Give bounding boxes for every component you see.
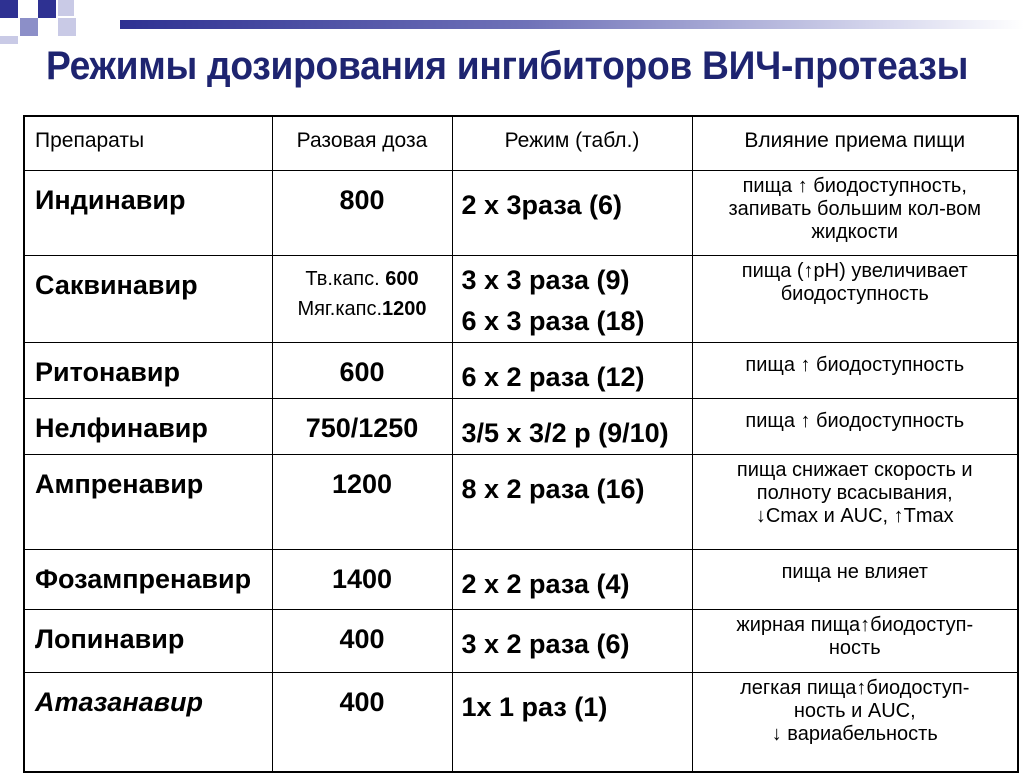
food-effect: пища не влияет <box>692 549 1018 609</box>
dose-value: 400 <box>272 672 452 772</box>
deco-square <box>0 0 18 18</box>
mode-value: 8 х 2 раза (16) <box>452 454 692 549</box>
drug-name: Лопинавир <box>24 609 272 672</box>
mode-value: 2 х 3раза (6) <box>452 170 692 255</box>
drug-name: Атазанавир <box>24 672 272 772</box>
dosing-table <box>23 115 1019 773</box>
deco-square <box>20 18 38 36</box>
table-row <box>24 549 1018 609</box>
deco-square <box>38 0 56 18</box>
drug-name: Фозампренавир <box>24 549 272 609</box>
col-header-mode: Режим (табл.) <box>452 116 692 170</box>
deco-square <box>58 18 76 36</box>
header-row <box>24 116 1018 170</box>
table-row <box>24 672 1018 772</box>
drug-name: Ритонавир <box>24 342 272 398</box>
dose-value: 1200 <box>272 454 452 549</box>
mode-value: 3 х 2 раза (6) <box>452 609 692 672</box>
drug-name: Нелфинавир <box>24 398 272 454</box>
mode-value: 3/5 х 3/2 р (9/10) <box>452 398 692 454</box>
food-effect: жирная пища↑биодоступ- ность <box>692 609 1018 672</box>
page-title: Режимы дозирования ингибиторов ВИЧ-протеазы <box>46 44 969 88</box>
dose-value: 1400 <box>272 549 452 609</box>
dose-value: 750/1250 <box>272 398 452 454</box>
table-row <box>24 609 1018 672</box>
drug-name: Саквинавир <box>24 255 272 342</box>
col-header-dose: Разовая доза <box>272 116 452 170</box>
mode-value: 1х 1 раз (1) <box>452 672 692 772</box>
col-header-food: Влияние приема пищи <box>692 116 1018 170</box>
table-row <box>24 342 1018 398</box>
col-header-drugs: Препараты <box>24 116 272 170</box>
food-effect: легкая пища↑биодоступ- ность и AUC, ↓ вариабельность <box>692 672 1018 772</box>
deco-square <box>0 36 18 44</box>
drug-name: Ампренавир <box>24 454 272 549</box>
table-row <box>24 170 1018 255</box>
mode-value: 3 х 3 раза (9) 6 х 3 раза (18) <box>452 255 692 342</box>
dose-value: 600 <box>272 342 452 398</box>
dose-value: 800 <box>272 170 452 255</box>
dose-value: 400 <box>272 609 452 672</box>
food-effect: пища ↑ биодоступность <box>692 398 1018 454</box>
food-effect: пища снижает скорость и полноту всасывания, ↓Cmax и AUC, ↑Tmax <box>692 454 1018 549</box>
food-effect: пища ↑ биодоступность, запивать большим кол-вом жидкости <box>692 170 1018 255</box>
table-row <box>24 255 1018 342</box>
mode-value: 6 х 2 раза (12) <box>452 342 692 398</box>
mode-value: 2 х 2 раза (4) <box>452 549 692 609</box>
deco-square <box>58 0 74 16</box>
table-row <box>24 454 1018 549</box>
food-effect: пища ↑ биодоступность <box>692 342 1018 398</box>
title-accent-bar <box>120 20 1024 29</box>
table-row <box>24 398 1018 454</box>
food-effect: пища (↑pH) увеличивает биодоступность <box>692 255 1018 342</box>
dose-value: Тв.капс. 600 Мяг.капс.1200 <box>272 255 452 342</box>
drug-name: Индинавир <box>24 170 272 255</box>
